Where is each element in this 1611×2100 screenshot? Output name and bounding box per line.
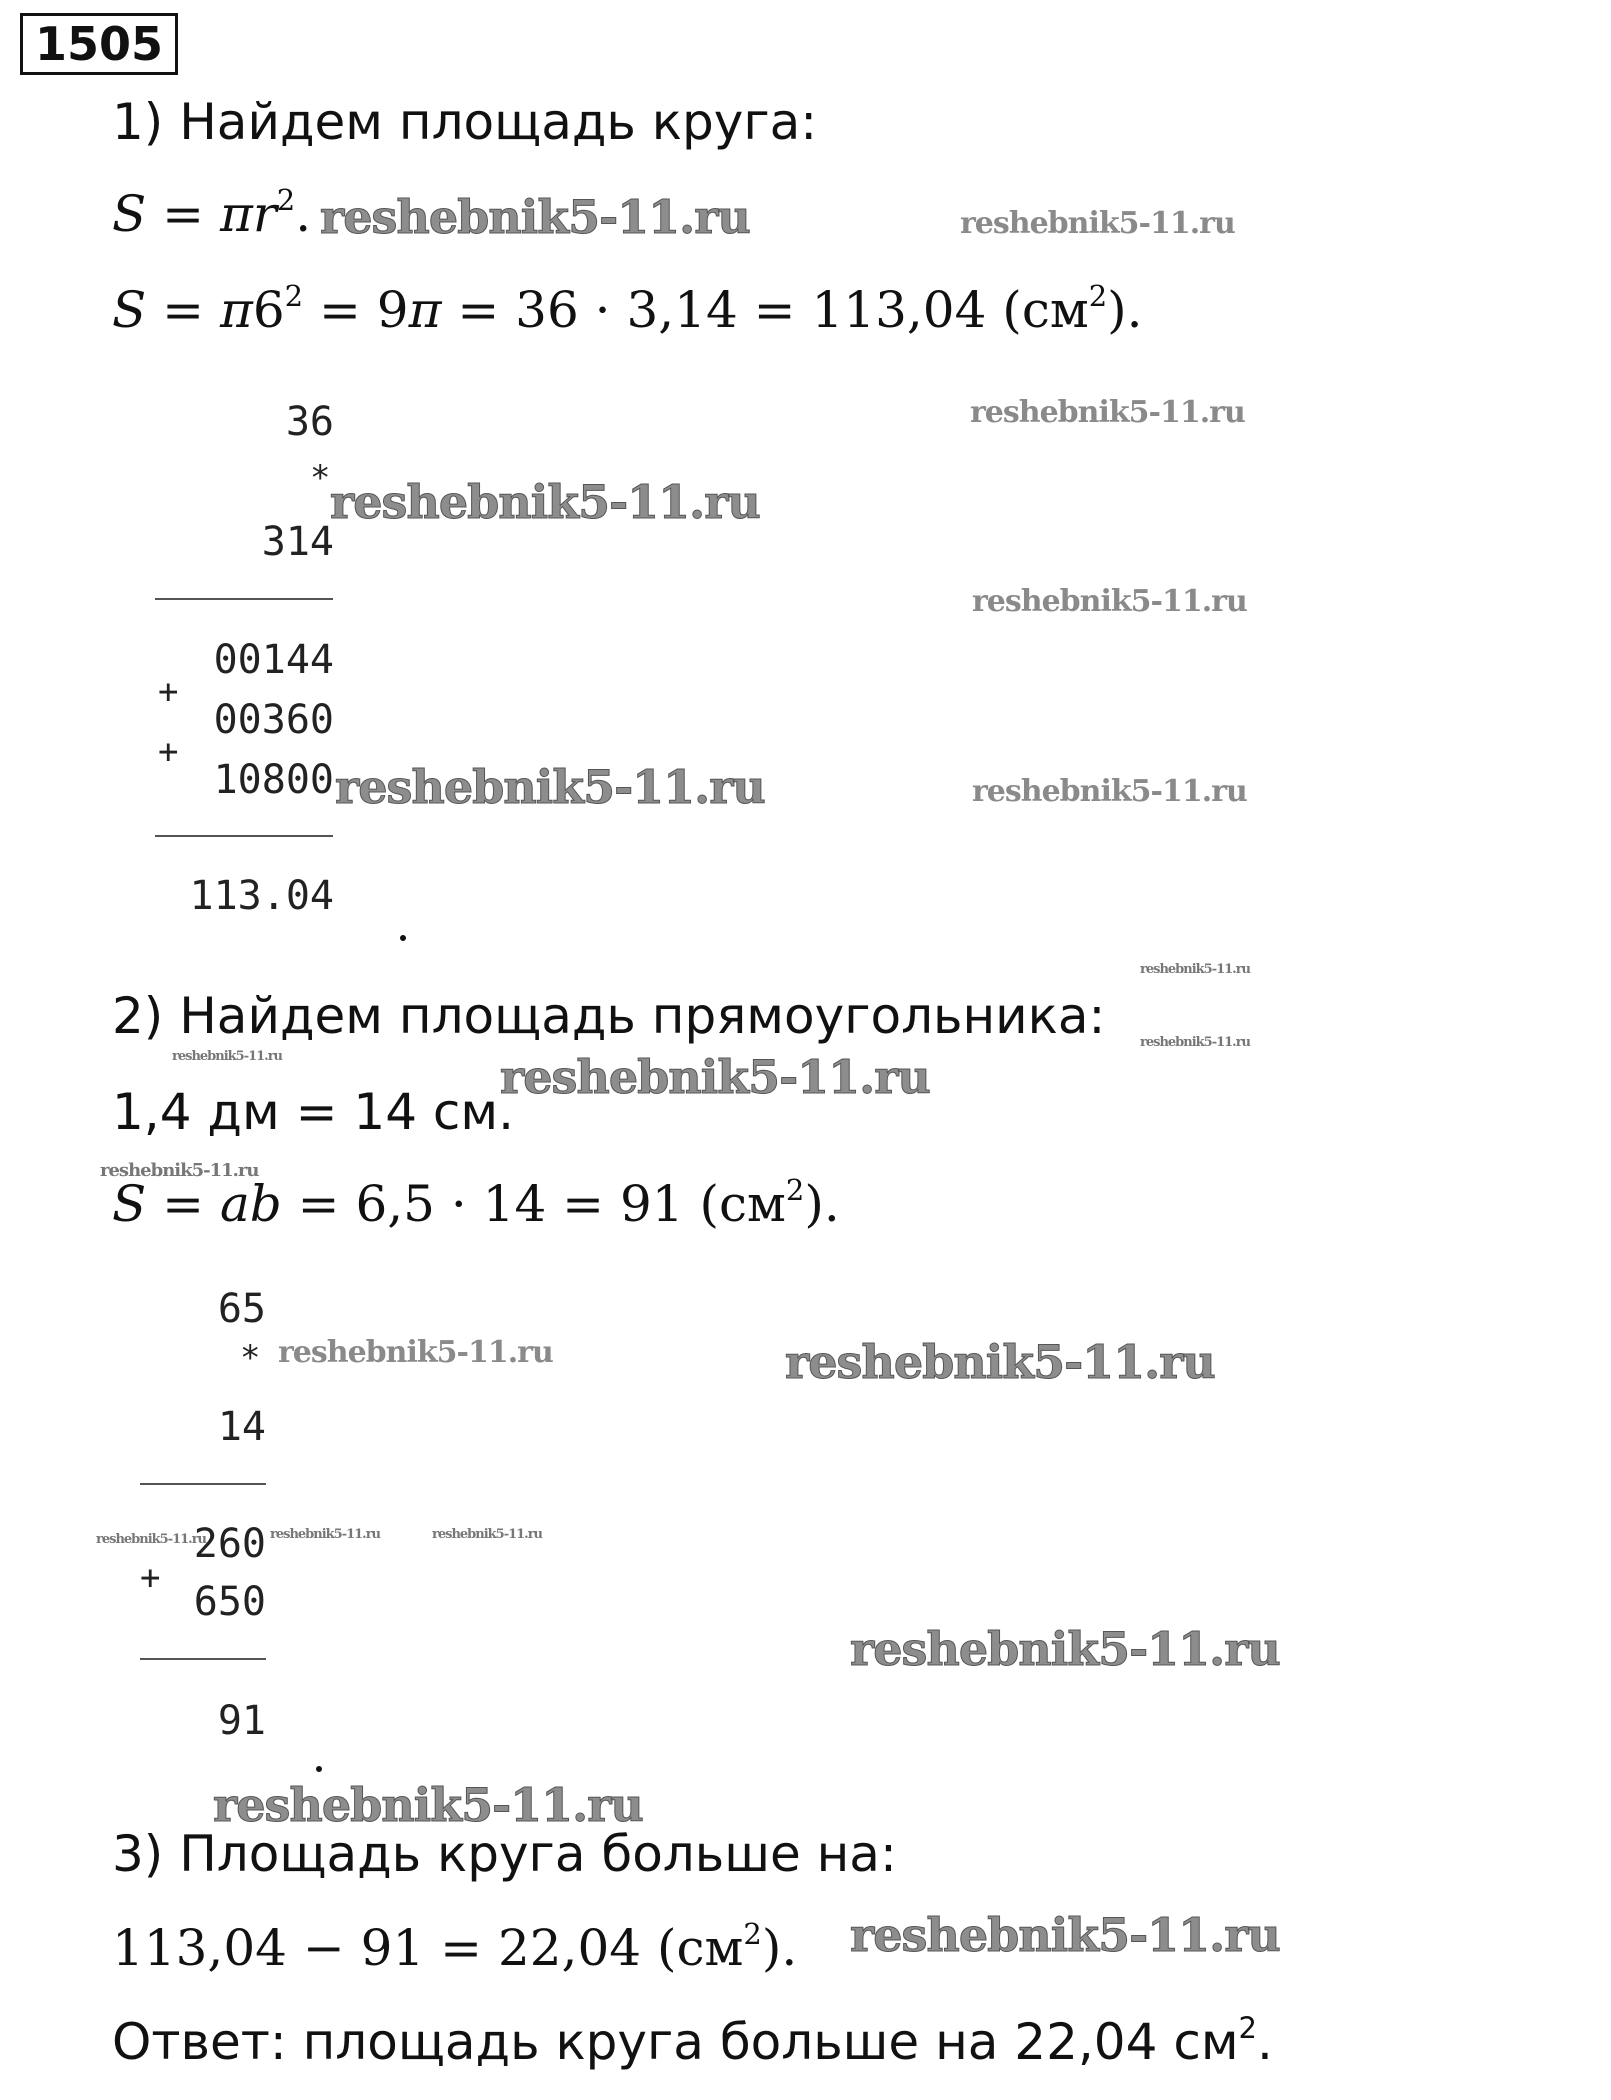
area-formula-calc: $S = \pi 6^2 = 9\pi = 36 \cdot 3,14 = 113,04$ $(см^2)$. <box>112 279 1143 339</box>
unit-conversion: 1,4 дм = 14 см. <box>112 1083 515 1141</box>
rect-area-formula: S = ab = 6,5 · 14 = 91 $(см^2)$. <box>112 1173 840 1233</box>
watermark: reshebnik5-11.ru <box>972 584 1247 619</box>
product-result: 91 <box>217 1698 266 1744</box>
watermark: reshebnik5-11.ru <box>100 1160 259 1181</box>
partial-product: 00144 <box>213 637 334 683</box>
watermark: reshebnik5-11.ru <box>330 475 760 529</box>
dot <box>316 1766 322 1772</box>
watermark: reshebnik5-11.ru <box>172 1049 283 1064</box>
watermark: reshebnik5-11.ru <box>500 1050 930 1104</box>
watermark: reshebnik5-11.ru <box>270 1527 381 1542</box>
watermark: reshebnik5-11.ru <box>213 1778 643 1832</box>
step2-heading: 2) Найдем площадь прямоугольника: <box>112 987 1106 1045</box>
plus-sign: + <box>140 1558 161 1598</box>
multiply-sign: * <box>240 1338 261 1378</box>
multiplier: 314 <box>261 519 334 565</box>
multiply-sign: * <box>310 458 331 498</box>
partial-product: 10800 <box>213 757 334 803</box>
watermark: reshebnik5-11.ru <box>972 774 1247 809</box>
rule <box>140 1658 266 1660</box>
multiplicand: 36 <box>285 399 334 445</box>
step3-heading: 3) Площадь круга больше на: <box>112 1825 897 1883</box>
watermark: reshebnik5-11.ru <box>970 395 1245 430</box>
step1-heading: 1) Найдем площадь круга: <box>112 93 818 151</box>
partial-product: 650 <box>193 1579 266 1625</box>
watermark: reshebnik5-11.ru <box>96 1532 207 1547</box>
partial-product: 260 <box>193 1521 266 1567</box>
watermark: reshebnik5-11.ru <box>785 1335 1215 1389</box>
watermark: reshebnik5-11.ru <box>320 190 750 244</box>
problem-number: 1505 <box>20 13 178 75</box>
watermark: reshebnik5-11.ru <box>432 1527 543 1542</box>
watermark: reshebnik5-11.ru <box>1140 1035 1251 1050</box>
rule <box>155 598 333 600</box>
watermark: reshebnik5-11.ru <box>278 1335 553 1370</box>
multiplicand: 65 <box>217 1286 266 1332</box>
watermark: reshebnik5-11.ru <box>1140 962 1251 977</box>
rule <box>140 1483 266 1485</box>
product-result: 113.04 <box>189 873 334 919</box>
plus-sign: + <box>158 672 179 712</box>
watermark: reshebnik5-11.ru <box>960 206 1235 241</box>
rule <box>155 835 333 837</box>
difference-calc: 113,04 − 91 = 22,04 $(см^2)$. <box>112 1917 798 1977</box>
watermark: reshebnik5-11.ru <box>850 1622 1280 1676</box>
watermark: reshebnik5-11.ru <box>850 1908 1280 1962</box>
plus-sign: + <box>158 732 179 772</box>
partial-product: 00360 <box>213 697 334 743</box>
multiplier: 14 <box>217 1404 266 1450</box>
answer: Ответ: площадь круга больше на 22,04 $см^2$. <box>112 2011 1273 2071</box>
watermark: reshebnik5-11.ru <box>335 760 765 814</box>
area-formula-general: $S = \pi r^2$. <box>112 183 312 243</box>
dot <box>400 935 406 941</box>
